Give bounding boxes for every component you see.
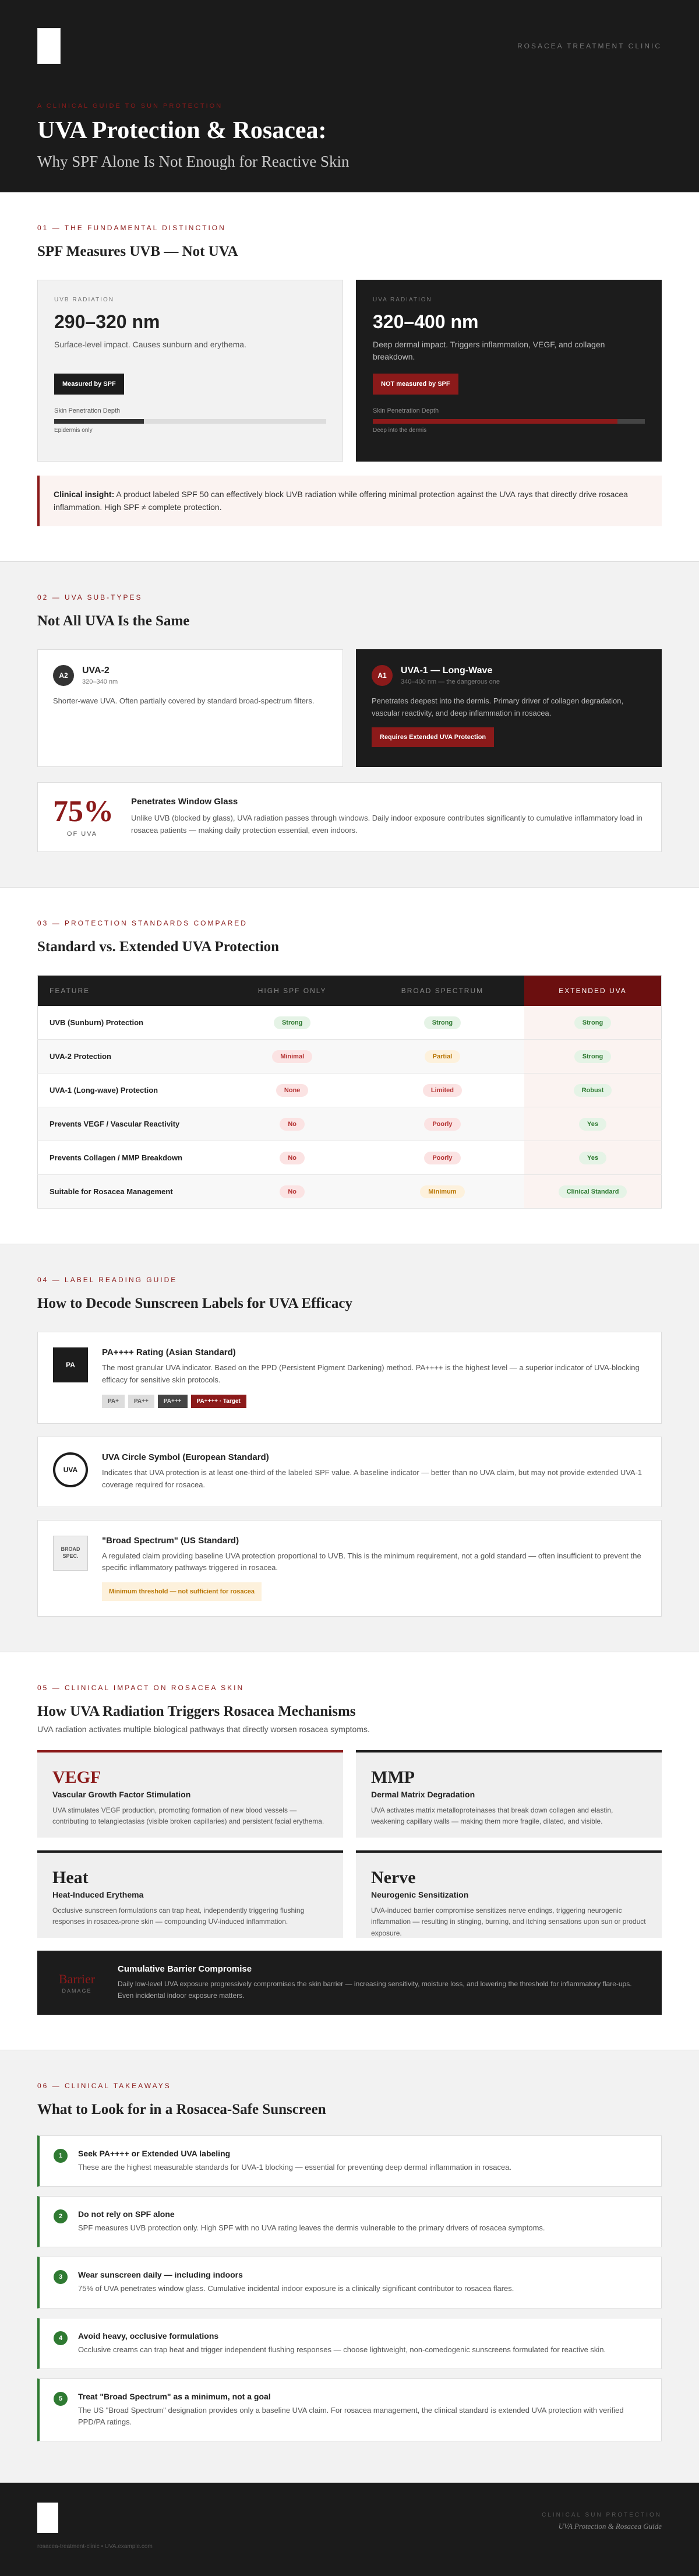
mechanism-name: Nerve xyxy=(371,1868,416,1888)
uva-circle-icon: UVA xyxy=(53,1452,88,1487)
rating-cell xyxy=(224,1006,361,1040)
rating-cell xyxy=(524,1107,661,1141)
step-description: SPF measures UVB protection only. High SPF with no UVA rating leaves the dermis vulnerable to the primary drivers of rosacea symptoms. xyxy=(78,2223,545,2233)
pa-title: PA++++ Rating (Asian Standard) xyxy=(102,1347,236,1358)
mechanism-description: UVA stimulates VEGF production, promoting formation of new blood vessels — contributing to telangiectasias (visible broken capillaries) and persistent facial erythema. xyxy=(52,1806,324,1826)
section-title: How to Decode Sunscreen Labels for UVA Efficacy xyxy=(37,1296,352,1312)
pa-tier-target: PA++++ · Target xyxy=(191,1395,246,1408)
step-number: 5 xyxy=(54,2392,68,2406)
rating-cell xyxy=(224,1074,361,1107)
uva1-description: Penetrates deepest into the dermis. Primary driver of collagen degradation, vascular reactivity, and deep inflammation in rosacea. xyxy=(372,696,624,717)
mechanism-title: Heat-Induced Erythema xyxy=(52,1890,144,1900)
pa-tier: PA+ xyxy=(102,1395,125,1408)
rating-cell xyxy=(524,1074,661,1107)
rating-cell xyxy=(361,1074,524,1107)
section-title: Not All UVA Is the Same xyxy=(37,613,190,629)
rating-cell xyxy=(361,1107,524,1141)
feature-cell: UVA-1 (Long-wave) Protection xyxy=(38,1074,224,1107)
uva-range: 320–400 nm xyxy=(373,311,479,332)
uva1-range: 340–400 nm — the dangerous one xyxy=(401,678,500,686)
rating-pill: Poorly xyxy=(424,1152,460,1164)
rating-pill: Strong xyxy=(274,1016,310,1029)
rating-pill: Clinical Standard xyxy=(559,1185,627,1198)
footer-guide-name: UVA Protection & Rosacea Guide xyxy=(558,2522,662,2531)
window-glass-stat xyxy=(37,782,662,852)
measured-by-spf-tag: Measured by SPF xyxy=(54,374,124,395)
page-title: UVA Protection & Rosacea: xyxy=(37,117,327,144)
uvb-depth-bar xyxy=(54,419,326,424)
takeaway-item xyxy=(37,2257,662,2308)
step-description: The US "Broad Spectrum" designation provides only a baseline UVA claim. For rosacea management, the clinical standard is extended UVA protection with verified PPD/PA ratings. xyxy=(78,2405,624,2426)
hero-kicker: A CLINICAL GUIDE TO SUN PROTECTION xyxy=(37,103,223,110)
rating-pill: No xyxy=(280,1118,305,1131)
broad-description: A regulated claim providing baseline UVA protection proportional to UVB. This is the minimum requirement, not a gold standard — often insufficient to prevent the specific inflammatory pathways triggered in rosacea. xyxy=(102,1551,641,1572)
mechanism-grid xyxy=(37,1750,662,1938)
page-subtitle: Why SPF Alone Is Not Enough for Reactive Skin xyxy=(37,153,350,171)
rating-pill: Yes xyxy=(579,1152,606,1164)
rating-pill: None xyxy=(276,1084,309,1097)
pa-tier: PA+++ xyxy=(158,1395,188,1408)
feature-cell: UVB (Sunburn) Protection xyxy=(38,1006,224,1040)
mechanism-description: UVA activates matrix metalloproteinases that break down collagen and elastin, weakening capillary walls — making them more fragile, dilated, and visible. xyxy=(371,1806,613,1826)
section-eyebrow: 03 — PROTECTION STANDARDS COMPARED xyxy=(37,919,248,928)
rating-pill: Minimum xyxy=(420,1185,464,1198)
insight-label: Clinical insight: xyxy=(54,490,115,499)
section-title: What to Look for in a Rosacea-Safe Sunscreen xyxy=(37,2102,326,2118)
section-subtitle: UVA radiation activates multiple biological pathways that directly worsen rosacea symptoms. xyxy=(37,1725,370,1734)
section-title: How UVA Radiation Triggers Rosacea Mechanisms xyxy=(37,1704,356,1720)
barrier-subword: DAMAGE xyxy=(62,1988,92,1994)
rating-cell xyxy=(224,1175,361,1209)
clinic-name[interactable]: ROSACEA TREATMENT CLINIC xyxy=(517,42,662,50)
hero-header xyxy=(0,0,699,192)
rating-pill: Limited xyxy=(423,1084,462,1097)
footer-url[interactable]: rosacea-treatment-clinic • UVA.example.com xyxy=(37,2543,153,2550)
rating-pill: Strong xyxy=(424,1016,461,1029)
uva2-range: 320–340 nm xyxy=(82,678,118,686)
table-row xyxy=(38,1141,662,1175)
page-footer xyxy=(0,2483,699,2576)
uva-description: Deep dermal impact. Triggers inflammation, VEGF, and collagen breakdown. xyxy=(373,340,605,361)
barrier-description: Daily low-level UVA exposure progressively compromises the skin barrier — increasing sensitivity, moisture loss, and lowering the threshold for inflammatory flare-ups. Even incidental indoor exposure matters. xyxy=(118,1980,632,2000)
table-row xyxy=(38,1074,662,1107)
pa-description: The most granular UVA indicator. Based on the PPD (Persistent Pigment Darkening) method. PA++++ is the highest level — a superior indicator of UVA-blocking efficacy for sensitive skin protocols. xyxy=(102,1363,640,1385)
pa-tier-list xyxy=(102,1395,646,1408)
stat-description: Unlike UVB (blocked by glass), UVA radiation passes through windows. Daily indoor exposure contributes significantly to cumulative inflammatory load in rosacea patients — making daily protection essential, even indoors. xyxy=(131,814,642,835)
uva1-card xyxy=(356,649,662,767)
table-row xyxy=(38,1107,662,1141)
uvb-depth-fill xyxy=(54,419,144,424)
rating-pill: No xyxy=(280,1152,305,1164)
mechanism-card-nerve xyxy=(356,1850,662,1938)
circle-title: UVA Circle Symbol (European Standard) xyxy=(102,1452,269,1462)
mechanism-name: MMP xyxy=(371,1768,415,1787)
step-title: Wear sunscreen daily — including indoors xyxy=(78,2270,243,2280)
step-description: 75% of UVA penetrates window glass. Cumulative incidental indoor exposure is a clinically significant contributor to rosacea flares. xyxy=(78,2284,514,2293)
rating-cell xyxy=(524,1040,661,1074)
barrier-word: Barrier xyxy=(58,1972,96,1987)
circle-description: Indicates that UVA protection is at least one-third of the labeled SPF value. A baseline indicator — better than no UVA claim, but may not provide extended UVA-1 coverage required for rosacea. xyxy=(102,1468,642,1489)
uvb-card xyxy=(37,280,343,462)
stat-value: 75% xyxy=(53,795,114,829)
step-title: Treat "Broad Spectrum" as a minimum, not a goal xyxy=(78,2391,271,2401)
section-eyebrow: 05 — CLINICAL IMPACT ON ROSACEA SKIN xyxy=(37,1684,245,1692)
mechanism-name: VEGF xyxy=(52,1768,101,1787)
section-title: SPF Measures UVB — Not UVA xyxy=(37,244,238,259)
feature-cell: Suitable for Rosacea Management xyxy=(38,1175,224,1209)
step-title: Seek PA++++ or Extended UVA labeling xyxy=(78,2149,231,2159)
rating-cell xyxy=(224,1141,361,1175)
step-title: Avoid heavy, occlusive formulations xyxy=(78,2331,219,2341)
rating-pill: Minimal xyxy=(272,1050,312,1063)
barrier-title: Cumulative Barrier Compromise xyxy=(118,1964,252,1975)
section-eyebrow: 01 — THE FUNDAMENTAL DISTINCTION xyxy=(37,224,226,232)
section-eyebrow: 06 — CLINICAL TAKEAWAYS xyxy=(37,2082,171,2091)
rating-pill: Robust xyxy=(574,1084,612,1097)
section-clinical-impact xyxy=(0,1652,699,2050)
broad-spectrum-card xyxy=(37,1520,662,1617)
mechanism-title: Neurogenic Sensitization xyxy=(371,1890,469,1900)
rating-cell xyxy=(361,1006,524,1040)
uva-label: UVA RADIATION xyxy=(373,297,432,303)
uva2-badge: A2 xyxy=(53,665,74,686)
uva2-name: UVA-2 xyxy=(82,666,110,676)
step-description: Occlusive creams can trap heat and trigger independent flushing responses — choose lightweight, non-comedogenic sunscreens formulated for reactive skin. xyxy=(78,2345,606,2354)
rating-pill: Strong xyxy=(574,1016,611,1029)
takeaway-item xyxy=(37,2196,662,2247)
footer-tagline: CLINICAL SUN PROTECTION xyxy=(542,2512,662,2518)
takeaway-item xyxy=(37,2318,662,2369)
takeaway-list xyxy=(37,2135,662,2441)
rating-cell xyxy=(224,1040,361,1074)
section-spf-uvb xyxy=(0,192,699,562)
section-uva-subtypes xyxy=(0,562,699,888)
step-number: 2 xyxy=(54,2209,68,2223)
mechanism-description: Occlusive sunscreen formulations can trap heat, independently triggering flushing responses in rosacea-prone skin — compounding UV-induced inflammation. xyxy=(52,1906,305,1926)
step-title: Do not rely on SPF alone xyxy=(78,2209,175,2219)
mechanism-title: Vascular Growth Factor Stimulation xyxy=(52,1790,191,1800)
uvb-label: UVB RADIATION xyxy=(54,297,115,303)
uva2-description: Shorter-wave UVA. Often partially covered by standard broad-spectrum filters. xyxy=(53,696,315,706)
uva2-card xyxy=(37,649,343,767)
barrier-damage-callout xyxy=(37,1951,662,2015)
mechanism-card-heat xyxy=(37,1850,343,1938)
broad-title: "Broad Spectrum" (US Standard) xyxy=(102,1535,239,1546)
takeaway-item xyxy=(37,2378,662,2441)
clinic-logo[interactable] xyxy=(37,28,61,64)
rating-cell xyxy=(524,1141,661,1175)
uva-depth-label: Skin Penetration Depth xyxy=(373,407,439,414)
comparison-table xyxy=(37,975,662,1209)
takeaway-item xyxy=(37,2135,662,2187)
uvb-depth-label: Skin Penetration Depth xyxy=(54,407,121,414)
col-broad-spectrum: BROAD SPECTRUM xyxy=(361,976,524,1006)
table-row xyxy=(38,1006,662,1040)
footer-logo[interactable] xyxy=(37,2503,58,2533)
rating-cell xyxy=(361,1175,524,1209)
pa-tier: PA++ xyxy=(128,1395,154,1408)
mechanism-name: Heat xyxy=(52,1868,89,1888)
minimum-threshold-warning: Minimum threshold — not sufficient for rosacea xyxy=(102,1582,262,1601)
table-row xyxy=(38,1175,662,1209)
mechanism-card-mmp xyxy=(356,1750,662,1838)
pa-icon: PA xyxy=(53,1347,88,1382)
rating-cell xyxy=(361,1141,524,1175)
rating-cell xyxy=(524,1175,661,1209)
section-standards xyxy=(0,888,699,1244)
pa-rating-card xyxy=(37,1332,662,1424)
uva1-name: UVA-1 — Long-Wave xyxy=(401,666,493,676)
uva-circle-card xyxy=(37,1437,662,1507)
table-row xyxy=(38,1040,662,1074)
broad-spectrum-icon: BROAD SPEC. xyxy=(53,1536,88,1571)
not-measured-by-spf-tag: NOT measured by SPF xyxy=(373,374,458,395)
uvb-range: 290–320 nm xyxy=(54,311,160,332)
rating-pill: Yes xyxy=(579,1118,606,1131)
step-number: 3 xyxy=(54,2270,68,2284)
feature-cell: UVA-2 Protection xyxy=(38,1040,224,1074)
col-feature: FEATURE xyxy=(38,976,224,1006)
clinical-insight-callout xyxy=(37,476,662,526)
section-eyebrow: 04 — LABEL READING GUIDE xyxy=(37,1276,178,1285)
section-label-guide xyxy=(0,1244,699,1652)
uva-depth-fill xyxy=(373,419,617,424)
uva-depth-note: Deep into the dermis xyxy=(373,427,427,434)
step-description: These are the highest measurable standards for UVA-1 blocking — essential for preventing deep dermal inflammation in rosacea. xyxy=(78,2163,512,2172)
subtype-grid xyxy=(37,649,662,767)
col-extended-uva: EXTENDED UVA xyxy=(524,976,661,1006)
col-high-spf: HIGH SPF ONLY xyxy=(224,976,361,1006)
feature-cell: Prevents Collagen / MMP Breakdown xyxy=(38,1141,224,1175)
uv-comparison xyxy=(37,280,662,462)
section-title: Standard vs. Extended UVA Protection xyxy=(37,939,280,955)
section-takeaways xyxy=(0,2050,699,2483)
uvb-description: Surface-level impact. Causes sunburn and erythema. xyxy=(54,340,246,349)
mechanism-description: UVA-induced barrier compromise sensitizes nerve endings, triggering neurogenic inflammation — resulting in stinging, burning, and itching sensations upon sun or product exposure. xyxy=(371,1906,646,1937)
uvb-depth-note: Epidermis only xyxy=(54,427,93,434)
rating-pill: No xyxy=(280,1185,305,1198)
step-number: 1 xyxy=(54,2149,68,2163)
uva-card xyxy=(356,280,662,462)
rating-cell xyxy=(361,1040,524,1074)
uva1-badge: A1 xyxy=(372,665,393,686)
rating-pill: Strong xyxy=(574,1050,611,1063)
feature-cell: Prevents VEGF / Vascular Reactivity xyxy=(38,1107,224,1141)
step-number: 4 xyxy=(54,2331,68,2345)
rating-pill: Poorly xyxy=(424,1118,460,1131)
requires-extended-uva-tag: Requires Extended UVA Protection xyxy=(372,727,494,747)
uva-depth-bar xyxy=(373,419,645,424)
rating-cell xyxy=(224,1107,361,1141)
mechanism-card-vegf xyxy=(37,1750,343,1838)
section-eyebrow: 02 — UVA SUB-TYPES xyxy=(37,593,143,602)
rating-cell xyxy=(524,1006,661,1040)
stat-title: Penetrates Window Glass xyxy=(131,797,238,807)
rating-pill: Partial xyxy=(425,1050,461,1063)
insight-text: A product labeled SPF 50 can effectively block UVB radiation while offering minimal protection against the UVA rays that directly drive rosacea inflammation. High SPF ≠ complete protection. xyxy=(54,490,628,512)
mechanism-title: Dermal Matrix Degradation xyxy=(371,1790,475,1800)
stat-label: OF UVA xyxy=(66,830,98,838)
